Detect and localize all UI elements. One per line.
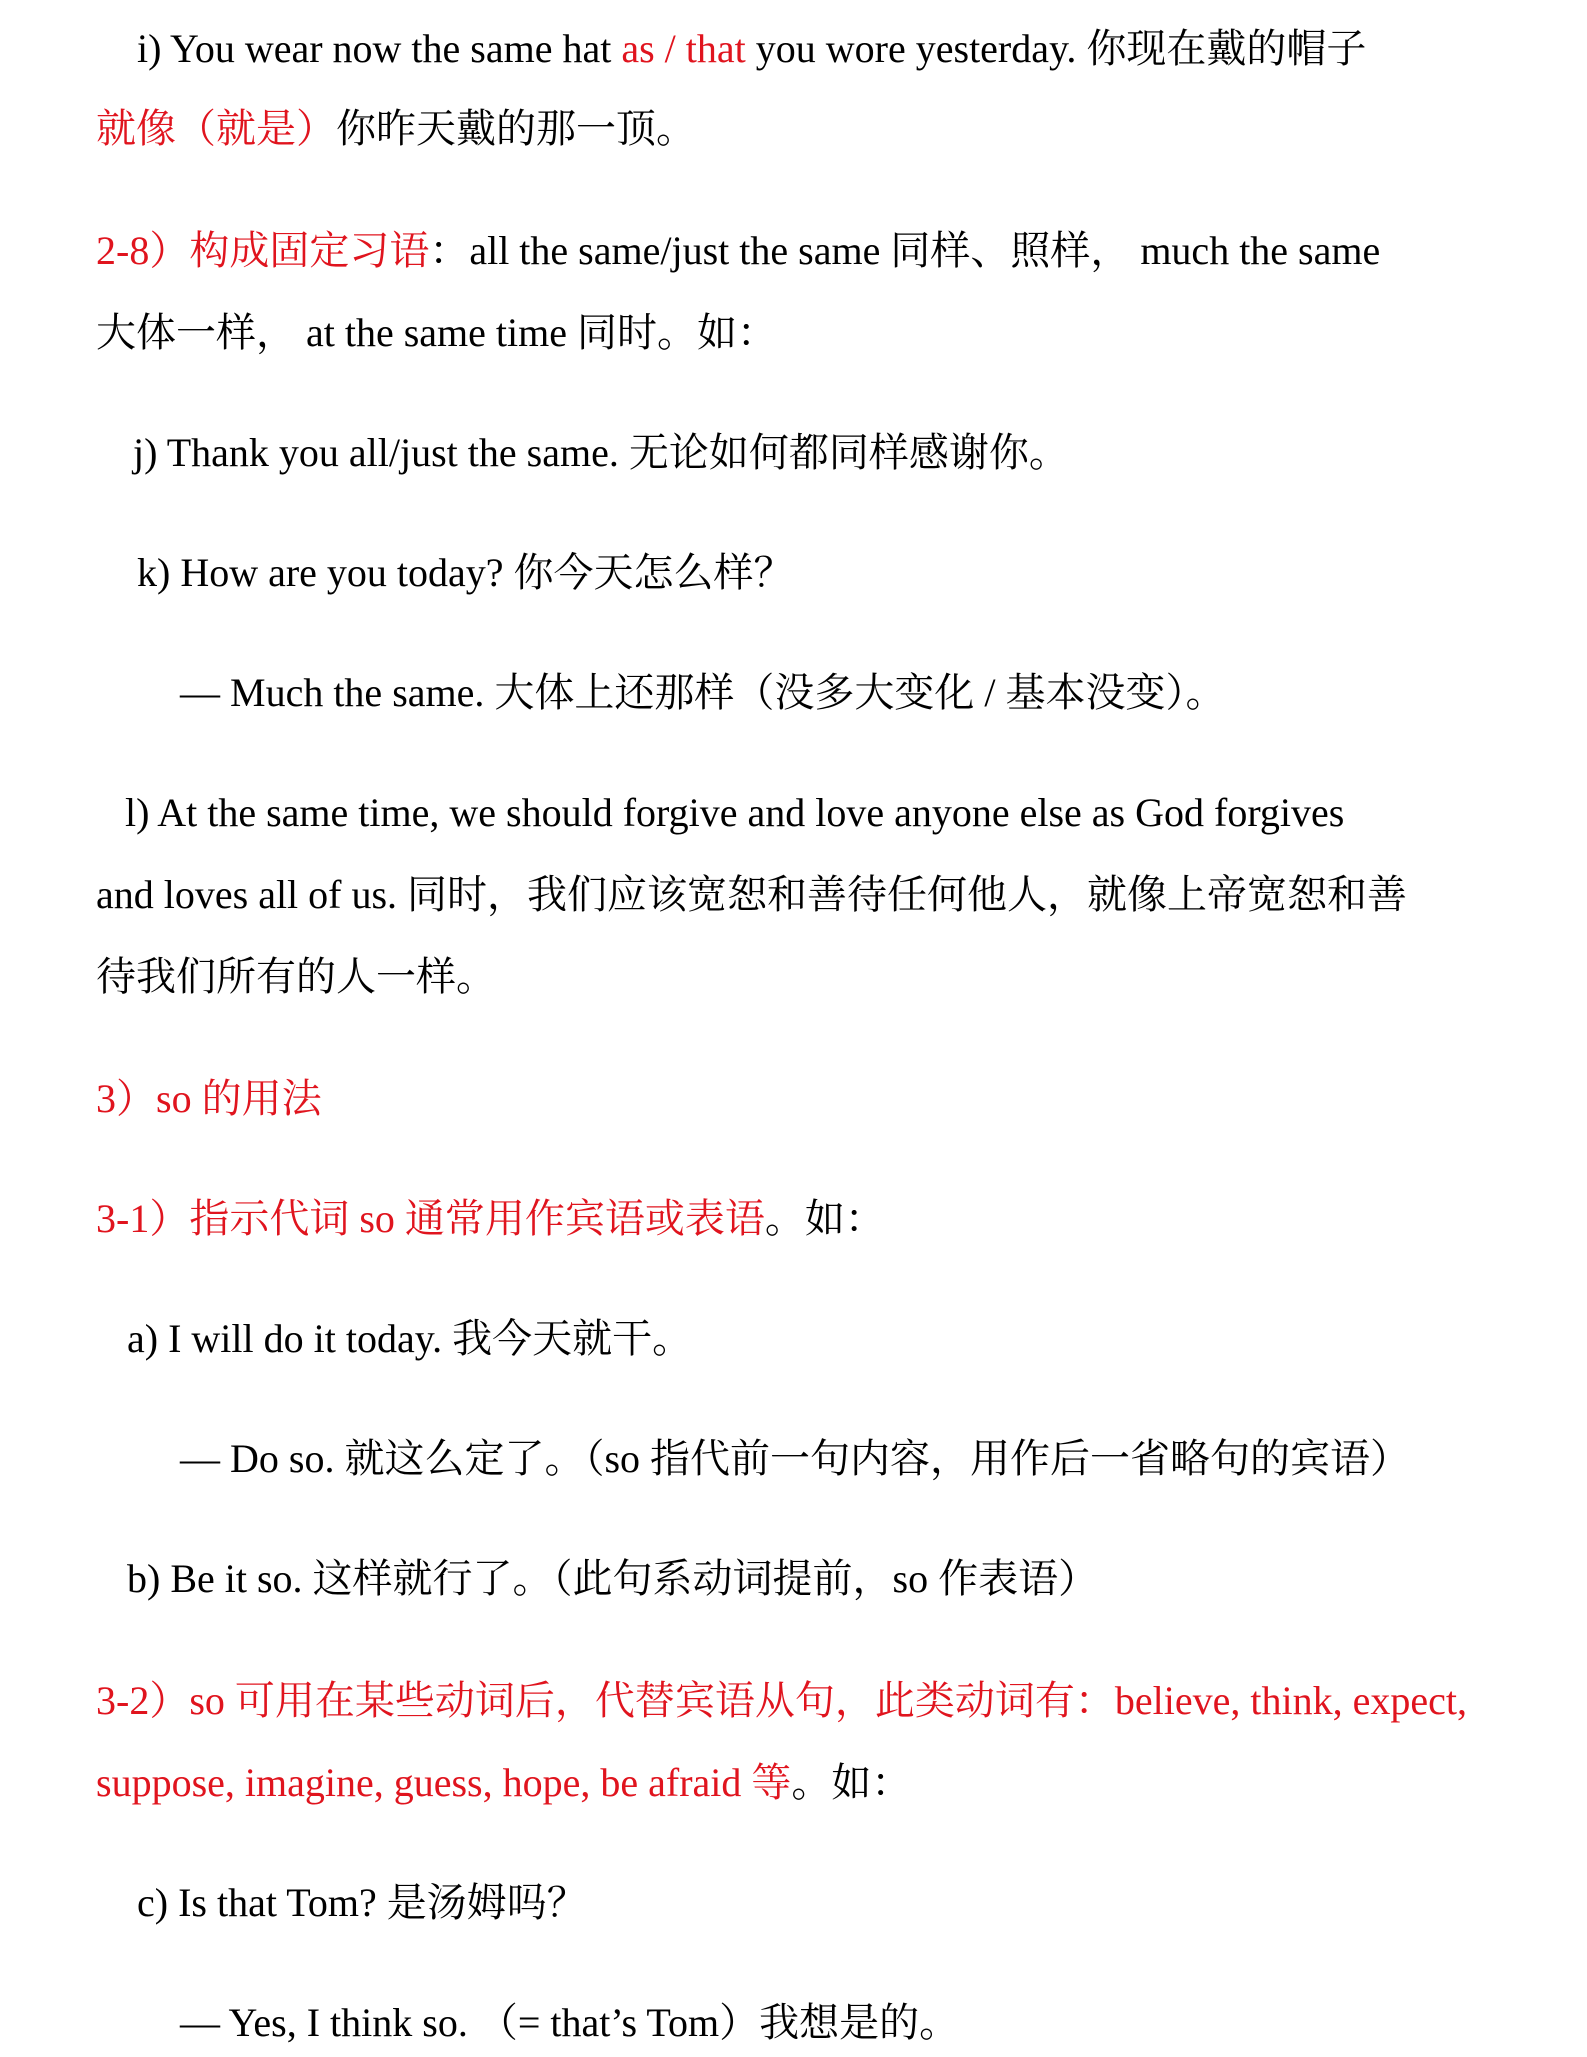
example-k-reply: — Much the same. 大体上还那样（没多大变化 / 基本没变）。 [180, 670, 1226, 715]
section-2-8-heading [96, 226, 1380, 276]
example-i-line1 [137, 24, 1366, 74]
example-a: a) I will do it today. 我今天就干。 [127, 1316, 693, 1361]
section-2-8-line2 [96, 308, 777, 358]
example-i-text-end: 你昨天戴的那一顶。 [336, 106, 696, 151]
section-3-2-line2 [96, 1758, 911, 1808]
section-2-8-title: 2-8）构成固定习语 [96, 228, 430, 273]
example-i-text-cont: you wore yesterday. 你现在戴的帽子 [745, 26, 1367, 71]
example-l-line3: 待我们所有的人一样。 [96, 954, 496, 999]
section-2-8-text: ：all the same/just the same 同样、照样， much the same [429, 228, 1381, 273]
section-3-1-heading [96, 1194, 885, 1244]
example-i-line2 [96, 104, 696, 154]
example-i-highlight-2: 就像（就是） [96, 106, 336, 151]
example-c-reply: — Yes, I think so. （= that’s Tom）我想是的。 [180, 2000, 960, 2045]
section-2-8-text-cont: 大体一样， at the same time 同时。如： [96, 310, 778, 355]
section-3-2-verbs: suppose, imagine, guess, hope, be afraid 等 [96, 1760, 792, 1805]
example-j: j) Thank you all/just the same. 无论如何都同样感谢你。 [133, 430, 1069, 475]
section-3-heading: 3）so 的用法 [96, 1076, 322, 1121]
example-i-highlight: as / that [621, 26, 746, 71]
example-l-line2: and loves all of us. 同时，我们应该宽恕和善待任何他人，就像上帝宽恕和善 [96, 872, 1408, 917]
section-3-1-text: 。如： [764, 1196, 885, 1241]
example-l-line1: l) At the same time, we should forgive and love anyone else as God forgives [125, 790, 1345, 835]
example-c: c) Is that Tom? 是汤姆吗？ [137, 1880, 587, 1925]
section-3-1-title: 3-1）指示代词 so 通常用作宾语或表语 [96, 1196, 765, 1241]
section-3-2-heading: 3-2）so 可用在某些动词后，代替宾语从句，此类动词有：believe, think, expect, [96, 1678, 1467, 1723]
example-b: b) Be it so. 这样就行了。（此句系动词提前，so 作表语） [127, 1556, 1099, 1601]
example-a-reply: — Do so. 就这么定了。（so 指代前一句内容，用作后一省略句的宾语） [180, 1436, 1411, 1481]
section-3-2-text: 。如： [791, 1760, 912, 1805]
example-k: k) How are you today? 你今天怎么样？ [137, 550, 794, 595]
example-i-text: i) You wear now the same hat [137, 26, 622, 71]
